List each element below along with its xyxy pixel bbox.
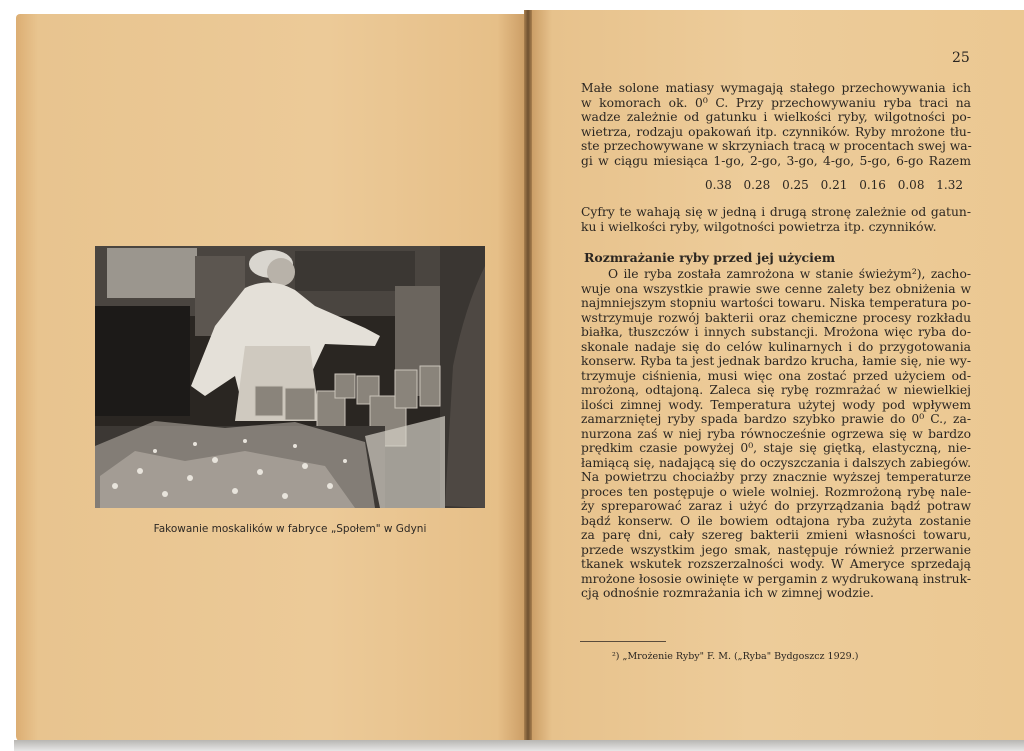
text-line: najmniejszym stopniu wartości towaru. Niska temperatura po-	[581, 296, 971, 310]
text-line: za parę dni, cały szereg bakterii zmieni własności towaru,	[581, 528, 971, 542]
text-line: ży spreparować zaraz i użyć do przyrządzania bądź potraw	[581, 499, 971, 513]
loss-value: 0.16	[859, 178, 886, 192]
book-gutter	[524, 10, 532, 745]
factory-photograph	[95, 246, 485, 508]
page-edge-shadow	[14, 740, 1024, 751]
loss-value-total: 1.32	[936, 178, 963, 192]
text-line: skonale nadaje się do celów kulinarnych i do przygotowania	[581, 339, 971, 354]
text-line: konserw. Ryba ta jest jednak bardzo krucha, łamie się, nie wy-	[581, 354, 971, 368]
loss-value: 0.25	[782, 178, 809, 192]
text-line: trzymuje ciśnienia, musi więc ona zostać przed użyciem od-	[581, 368, 971, 383]
loss-value: 0.28	[743, 178, 771, 192]
page-number: 25	[952, 50, 970, 66]
text-line: ste przechowywane w skrzyniach tracą w procentach swej wa-	[581, 139, 972, 153]
text-line: wietrza, rodzaju opakowań itp. czynników. Ryby mrożone tłu-	[581, 124, 971, 139]
loss-value: 0.21	[820, 178, 848, 192]
text-line: wadze zależnie od gatunku i wielkości ryby, wilgotności po-	[581, 110, 971, 124]
text-line: nurzona zaś w niej ryba równocześnie ogrzewa się w bardzo	[581, 426, 971, 441]
paragraph-variation	[581, 205, 971, 234]
loss-value: 0.08	[897, 178, 925, 192]
paragraph-storage-loss	[581, 81, 971, 168]
section-heading: Rozmrażanie ryby przed jej użyciem	[584, 250, 836, 265]
text-line: Cyfry te wahają się w jedną i drugą stronę zależnie od gatun-	[581, 205, 971, 219]
text-line: prędkim czasie powyżej 0⁰, staje się giętką, elastyczną, nie-	[581, 441, 971, 455]
text-line: gi w ciągu miesiąca 1-go, 2-go, 3-go, 4-go, 5-go, 6-go Razem	[581, 153, 971, 168]
loss-values-row	[705, 178, 963, 192]
text-line: cją odnośnie rozmrażania ich w zimnej wodzie.	[581, 586, 874, 600]
footnote: ²) „Mrożenie Ryby" F. M. („Ryba" Bydgoszcz 1929.)	[612, 651, 859, 662]
text-line: proces ten postępuje o wiele wolniej. Rozmrożoną rybę nale-	[581, 484, 971, 499]
text-line: bądź konserw. O ile bowiem odtajona ryba zużyta zostanie	[581, 513, 971, 528]
text-line: mrożoną, odtajoną. Zaleca się rybę rozmrażać w niewielkiej	[581, 383, 971, 397]
text-line: tkanek wskutek rozszerzalności wody. W Ameryce sprzedają	[581, 557, 971, 571]
text-line: w komorach ok. 0⁰ C. Przy przechowywaniu ryba traci na	[581, 95, 971, 110]
text-line: łamiącą się, nadającą się do oczyszczania i dalszych zabiegów.	[581, 455, 971, 470]
text-line: Małe solone matiasy wymagają stałego przechowywania ich	[581, 81, 971, 95]
text-line: białka, tłuszczów i innych substancji. Mrożona więc ryba do-	[581, 325, 971, 339]
paragraph-thawing	[581, 267, 971, 601]
loss-value: 0.38	[705, 178, 732, 192]
text-line: zamarzniętej ryby spada bardzo szybko prawie do 0⁰ C., za-	[581, 412, 971, 426]
text-line: przede wszystkim jego smak, następuje również przerwanie	[581, 542, 971, 557]
footnote-divider	[580, 641, 666, 642]
text-line: wuje ona wszystkie prawie swe cenne zalety bez obniżenia w	[581, 281, 971, 296]
factory-photograph-drawing	[95, 246, 485, 508]
photo-caption: Fakowanie moskalików w fabryce „Społem" w Gdyni	[153, 523, 427, 535]
text-line: O ile ryba została zamrożona w stanie świeżym²), zacho-	[608, 267, 971, 281]
text-line: ku i wielkości ryby, wilgotności powietrza itp. czynników.	[581, 219, 937, 234]
text-line: Na powietrzu chociażby przy znacznie wyższej temperaturze	[581, 470, 971, 484]
text-line: ilości zimnej wody. Temperatura użytej wody pod wpływem	[581, 397, 971, 412]
text-line: wstrzymuje rozwój bakterii oraz chemiczne procesy rozkładu	[581, 310, 971, 325]
text-line: mrożone łososie owinięte w pergamin z wydrukowaną instruk-	[581, 571, 971, 586]
